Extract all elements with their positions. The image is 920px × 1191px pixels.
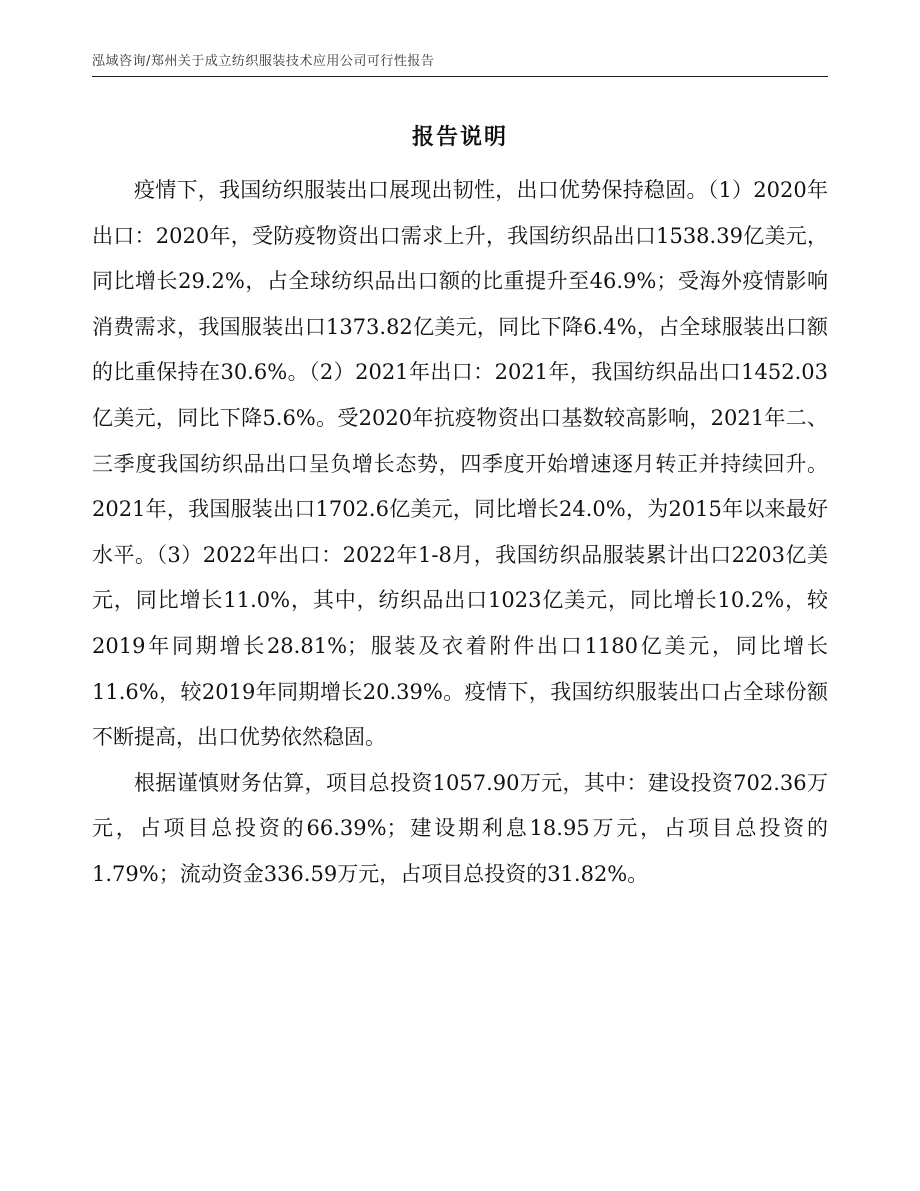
- section-title: 报告说明: [411, 125, 508, 150]
- paragraph-export-overview: 疫情下，我国纺织服装出口展现出韧性，出口优势保持稳固。（1）2020年出口：2020年，受防疫物资出口需求上升，我国纺织品出口1538.39亿美元，同比增长29.2%，占全球纺织品出口额的比重提升至46.9%；受海外疫情影响消费需求，我国服装出口1373.82亿美元，同比下降6.4%，占全球服装出口额的比重保持在30.6%。（2）2021年出口：2021年，我国纺织品出口1452.03亿美元，同比下降5.6%。受2020年抗疫物资出口基数较高影响，2021年二、三季度我国纺织品出口呈负增长态势，四季度开始增速逐月转正并持续回升。2021年，我国服装出口1702.6亿美元，同比增长24.0%，为2015年以来最好水平。（3）2022年出口：2022年1-8月，我国纺织品服装累计出口2203亿美元，同比增长11.0%，其中，纺织品出口1023亿美元，同比增长10.2%，较2019年同期增长28.81%；服装及衣着附件出口1180亿美元，同比增长11.6%，较2019年同期增长20.39%。疫情下，我国纺织服装出口占全球份额不断提高，出口优势依然稳固。: [92, 178, 828, 750]
- paragraph-investment-estimate: 根据谨慎财务估算，项目总投资1057.90万元，其中：建设投资702.36万元，占项目总投资的66.39%；建设期利息18.95万元，占项目总投资的1.79%；流动资金336.59万元，占项目总投资的31.82%。: [92, 770, 828, 886]
- document-body: [92, 168, 828, 898]
- header-divider: [92, 76, 828, 77]
- running-header: 泓域咨询/郑州关于成立纺织服装技术应用公司可行性报告: [92, 54, 435, 69]
